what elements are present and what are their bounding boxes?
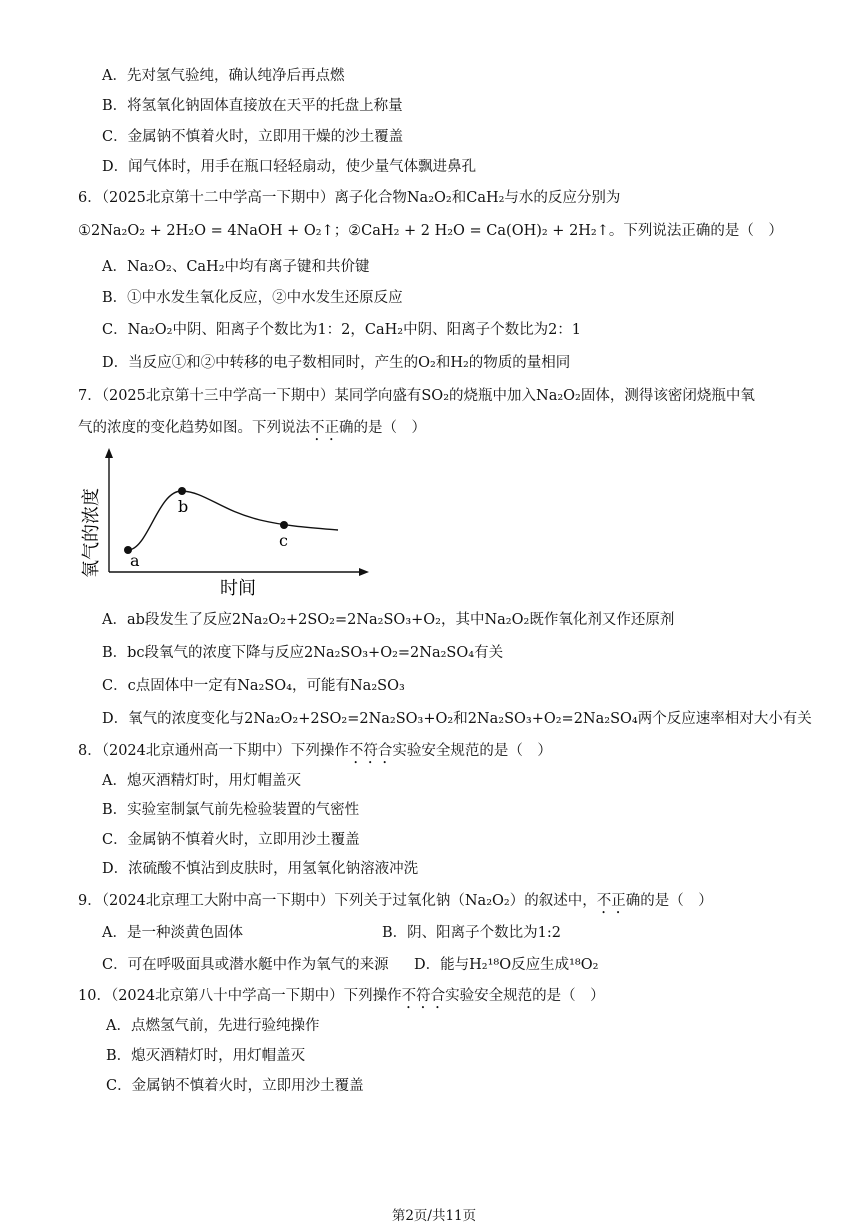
q8-stem [78, 741, 552, 767]
q6-option-d: D．当反应①和②中转移的电子数相同时，产生的O₂和H₂的物质的量相同 [102, 355, 571, 371]
x-axis-label: 时间 [220, 578, 256, 599]
q6-option-b: B．①中水发生氧化反应，②中水发生还原反应 [102, 290, 403, 306]
q9-option-d: D．能与H₂¹⁸O反应生成¹⁸O₂ [414, 957, 599, 973]
q9-option-b: B．阴、阳离子个数比为1:2 [382, 925, 561, 941]
oxygen-concentration-graph [70, 440, 390, 605]
q10-stem-pre: 10．（2024北京第八十中学高一下期中）下列操作 [78, 988, 402, 1004]
q5-option-a: A．先对氢气验纯，确认纯净后再点燃 [102, 68, 345, 84]
q6-eq2: ；②CaH₂ + 2 H₂O = Ca(OH)₂ + 2H₂↑ [333, 223, 609, 239]
q7-stem-emphasis: 不正 [310, 420, 339, 436]
q9-stem [78, 891, 713, 917]
point-c-label: c [279, 531, 288, 550]
q7-stem-line1: 7．（2025北京第十三中学高一下期中）某同学向盛有SO₂的烧瓶中加入Na₂O₂固体，测得该密闭烧瓶中氧 [78, 388, 755, 404]
q8-stem-post: 实验安全规范的是（ ） [392, 743, 552, 759]
q7-option-a: A．ab段发生了反应2Na₂O₂+2SO₂=2Na₂SO₃+O₂，其中Na₂O₂既作氧化剂又作还原剂 [102, 612, 675, 628]
q7-stem-pre: 气的浓度的变化趋势如图。下列说法 [78, 420, 310, 436]
point-c-marker [280, 521, 288, 529]
q6-eq1: ①2Na₂O₂ + 2H₂O = 4NaOH + O₂↑ [78, 223, 334, 239]
q8-option-d: D．浓硫酸不慎沾到皮肤时，用氢氧化钠溶液冲洗 [102, 861, 419, 877]
q9-stem-emphasis: 不正 [596, 893, 626, 909]
q10-stem-post: 实验安全规范的是（ ） [445, 988, 605, 1004]
y-axis-arrow [105, 448, 113, 458]
point-a-label: a [130, 551, 140, 570]
y-axis-label: 氧气的浓度 [81, 488, 102, 578]
q8-option-a: A．熄灭酒精灯时，用灯帽盖灭 [102, 773, 301, 789]
q9-option-a: A．是一种淡黄色固体 [102, 925, 243, 941]
point-b-label: b [178, 497, 189, 516]
q6-option-a: A．Na₂O₂、CaH₂中均有离子键和共价键 [102, 259, 370, 275]
q10-stem-emphasis: 不符合 [401, 988, 446, 1004]
q10-stem [78, 986, 605, 1012]
point-b-marker [178, 487, 186, 495]
q7-option-d: D．氧气的浓度变化与2Na₂O₂+2SO₂=2Na₂SO₃+O₂和2Na₂SO₃+O₂=2Na₂SO₄两个反应速率相对大小有关 [102, 711, 812, 727]
q6-equations [78, 221, 783, 241]
q7-option-c: C．c点固体中一定有Na₂SO₄，可能有Na₂SO₃ [102, 678, 405, 694]
concentration-curve [128, 491, 338, 550]
q6-tail: 。下列说法正确的是（ ） [608, 223, 783, 239]
q5-option-b: B．将氢氧化钠固体直接放在天平的托盘上称量 [102, 98, 403, 114]
q9-stem-pre: 9．（2024北京理工大附中高一下期中）下列关于过氧化钠（Na₂O₂）的叙述中， [78, 893, 597, 909]
q6-stem: 6．（2025北京第十二中学高一下期中）离子化合物Na₂O₂和CaH₂与水的反应分别为 [78, 190, 621, 206]
q5-option-c: C．金属钠不慎着火时，立即用干燥的沙土覆盖 [102, 129, 404, 145]
q10-option-a: A．点燃氢气前，先进行验纯操作 [106, 1018, 320, 1034]
q10-option-c: C．金属钠不慎着火时，立即用沙土覆盖 [106, 1078, 364, 1094]
q7-option-b: B．bc段氧气的浓度下降与反应2Na₂SO₃+O₂=2Na₂SO₄有关 [102, 645, 504, 661]
q10-option-b: B．熄灭酒精灯时，用灯帽盖灭 [106, 1048, 306, 1064]
q7-stem-post: 确的是（ ） [339, 420, 426, 436]
page-footer: 第2页/共11页 [391, 1208, 477, 1224]
x-axis-arrow [359, 568, 369, 576]
q8-option-c: C．金属钠不慎着火时，立即用沙土覆盖 [102, 832, 360, 848]
q9-stem-post: 确的是（ ） [625, 893, 713, 909]
q8-stem-pre: 8．（2024北京通州高一下期中）下列操作 [78, 743, 349, 759]
q5-option-d: D．闻气体时，用手在瓶口轻轻扇动，使少量气体飘进鼻孔 [102, 159, 477, 175]
q8-stem-emphasis: 不符合 [348, 743, 393, 759]
q6-option-c: C．Na₂O₂中阴、阳离子个数比为1：2，CaH₂中阴、阳离子个数比为2：1 [102, 322, 582, 338]
q8-option-b: B．实验室制氯气前先检验装置的气密性 [102, 802, 360, 818]
q9-option-c: C．可在呼吸面具或潜水艇中作为氧气的来源 [102, 957, 389, 973]
